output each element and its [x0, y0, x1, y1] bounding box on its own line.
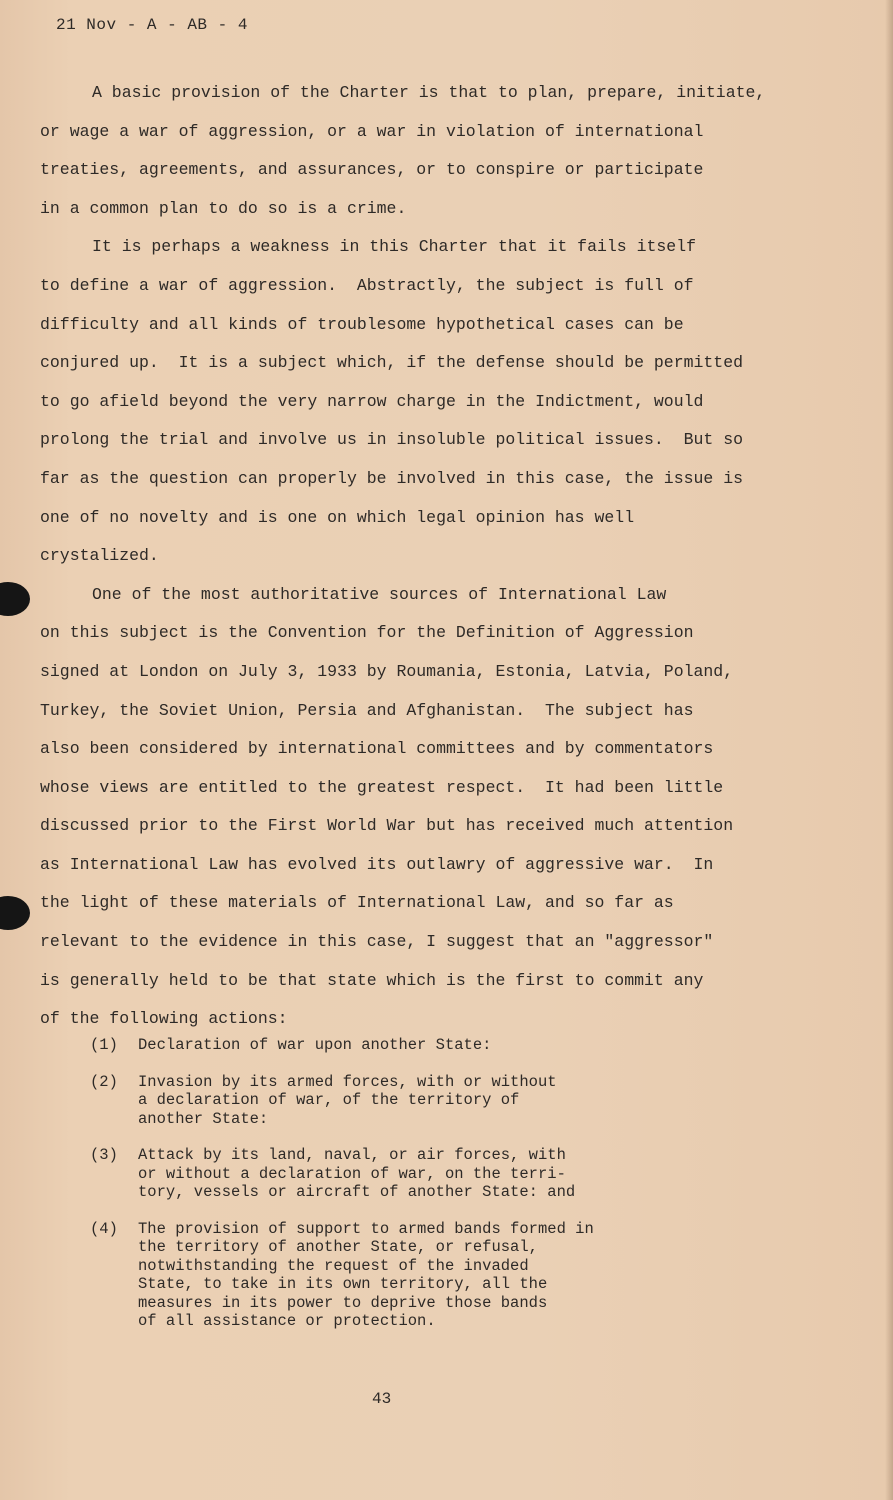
list-item-text: Invasion by its armed forces, with or without a declaration of war, of the territory of another State: [138, 1072, 557, 1128]
text-line: far as the question can properly be involved in this case, the issue is [40, 468, 744, 488]
paragraph-definition-weakness [40, 228, 780, 575]
punch-hole-top [0, 582, 30, 616]
paragraph-charter-provision [40, 74, 780, 228]
text-line: treaties, agreements, and assurances, or to conspire or participate [40, 160, 704, 180]
list-item-number: (1) [90, 1036, 118, 1054]
paragraph-authoritative-sources [40, 576, 780, 1039]
page-edge-shadow [885, 0, 893, 1500]
text-line: discussed prior to the First World War but has received much attention [40, 816, 734, 836]
text-line: prolong the trial and involve us in insoluble political issues. But so [40, 430, 744, 450]
text-line: of the following actions: [40, 1009, 288, 1029]
body-text [40, 74, 780, 1039]
text-line: in a common plan to do so is a crime. [40, 198, 407, 218]
list-item-text: Attack by its land, naval, or air forces, with or without a declaration of war, on the terri- tory, vessels or aircraft of another State: and [138, 1146, 576, 1201]
text-line: to define a war of aggression. Abstractly, the subject is full of [40, 275, 694, 295]
text-line: is generally held to be that state which is the first to commit any [40, 970, 704, 990]
list-item [90, 1146, 650, 1202]
text-line: one of no novelty and is one on which legal opinion has well [40, 507, 635, 527]
text-line: also been considered by international committees and by commentators [40, 739, 714, 759]
text-line: One of the most authoritative sources of International Law [92, 584, 667, 604]
list-item [90, 1220, 650, 1331]
page-number: 43 [372, 1390, 392, 1408]
text-line: signed at London on July 3, 1933 by Roumania, Estonia, Latvia, Poland, [40, 661, 734, 681]
text-line: relevant to the evidence in this case, I suggest that an "aggressor" [40, 932, 714, 952]
aggression-actions-list [90, 1036, 650, 1349]
text-line: crystalized. [40, 546, 159, 566]
list-item-number: (3) [90, 1146, 118, 1164]
list-item-number: (4) [90, 1219, 118, 1238]
text-line: A basic provision of the Charter is that to plan, prepare, initiate, [92, 83, 766, 102]
text-line: the light of these materials of International Law, and so far as [40, 893, 674, 913]
text-line: to go afield beyond the very narrow charge in the Indictment, would [40, 391, 704, 411]
list-item-number: (2) [90, 1072, 118, 1091]
text-line: or wage a war of aggression, or a war in violation of international [40, 121, 704, 141]
list-item-text: The provision of support to armed bands formed in the territory of another State, or refusal, notwithstanding the request of the invaded State, to take in its own territory, all the measures in its power to deprive those bands of all assistance or protection. [138, 1219, 594, 1330]
text-line: whose views are entitled to the greatest respect. It had been little [40, 777, 724, 797]
list-item [90, 1036, 650, 1055]
list-item-text: Declaration of war upon another State: [138, 1036, 492, 1054]
text-line: It is perhaps a weakness in this Charter that it fails itself [92, 237, 696, 257]
text-line: Turkey, the Soviet Union, Persia and Afghanistan. The subject has [40, 700, 694, 720]
text-line: difficulty and all kinds of troublesome hypothetical cases can be [40, 314, 684, 334]
text-line: on this subject is the Convention for the Definition of Aggression [40, 623, 694, 643]
document-reference: 21 Nov - A - AB - 4 [56, 16, 248, 34]
text-line: as International Law has evolved its outlawry of aggressive war. In [40, 854, 714, 874]
text-line: conjured up. It is a subject which, if the defense should be permitted [40, 353, 744, 373]
list-item [90, 1073, 650, 1129]
punch-hole-bottom [0, 896, 30, 930]
